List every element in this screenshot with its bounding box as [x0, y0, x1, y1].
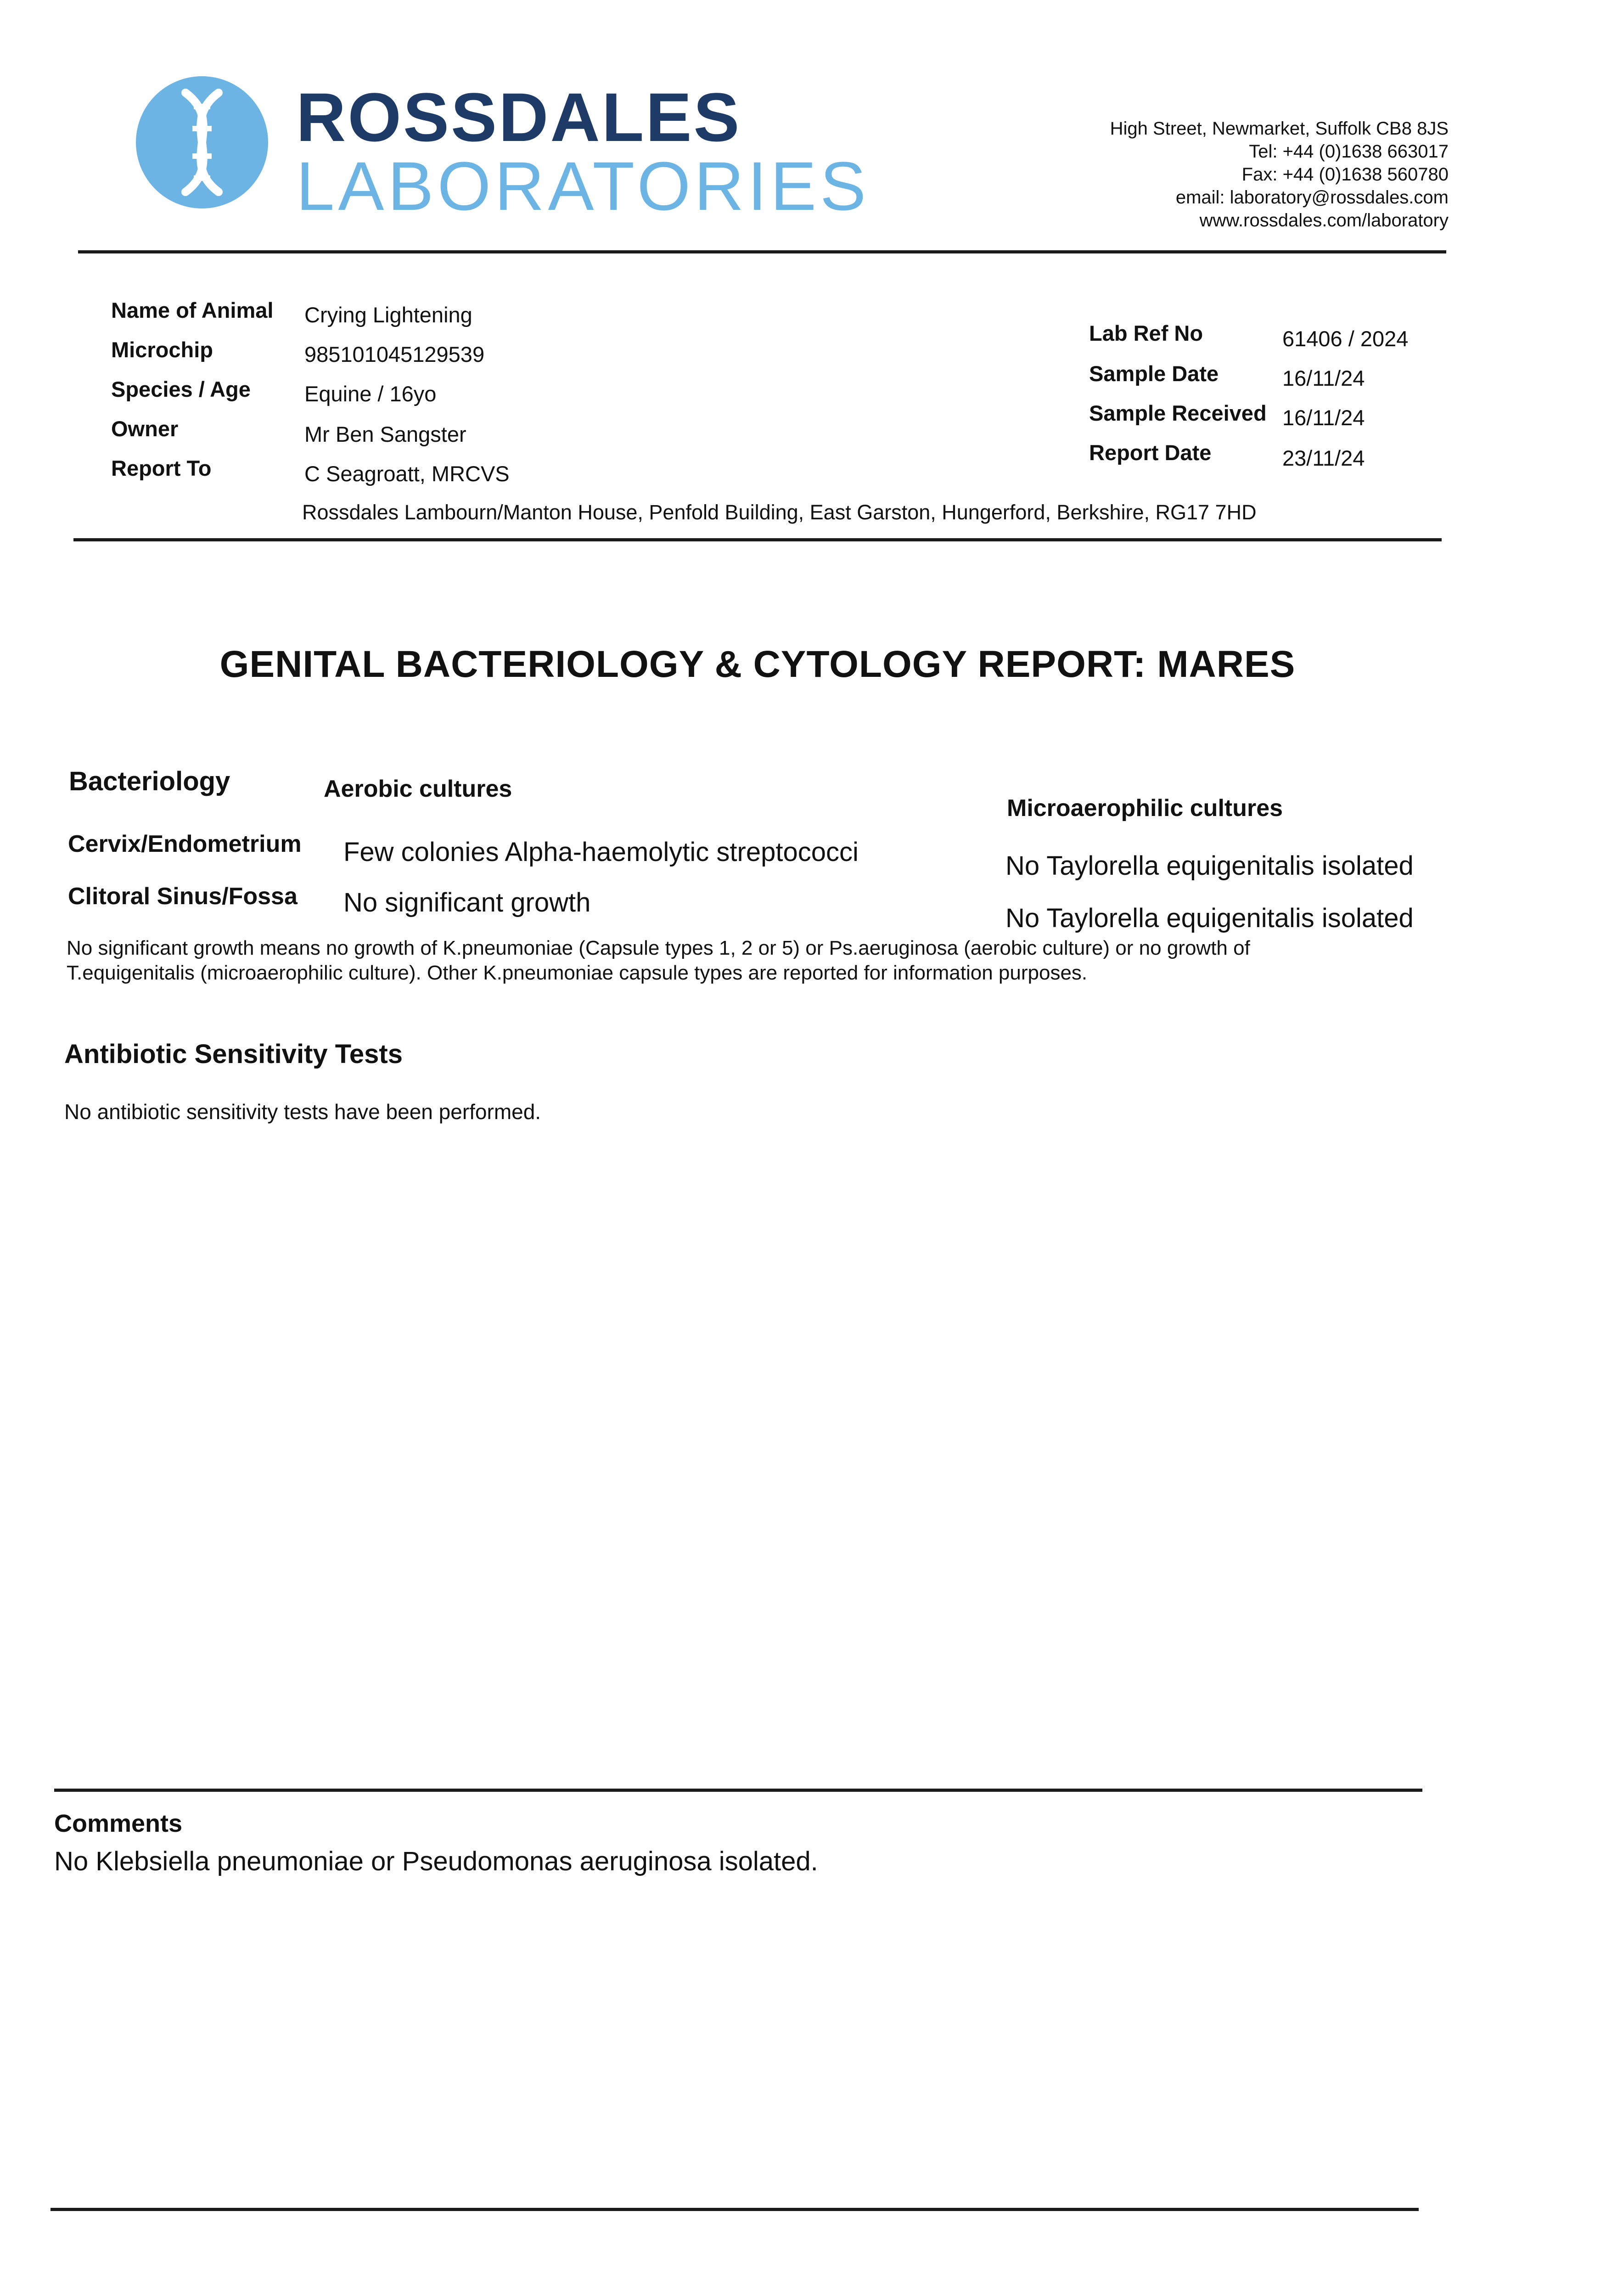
- bacteriology-heading: Bacteriology: [69, 766, 230, 796]
- species-age-value: Equine / 16yo: [304, 382, 437, 406]
- aerobic-cultures-heading: Aerobic cultures: [324, 776, 512, 802]
- address-street: High Street, Newmarket, Suffolk CB8 8JS: [1110, 118, 1449, 139]
- sample-date-value: 16/11/24: [1282, 366, 1365, 390]
- sample-date-label: Sample Date: [1089, 361, 1219, 386]
- info-divider: [73, 538, 1442, 541]
- aerobic-result-clitoral: No significant growth: [343, 888, 591, 917]
- brand-name-line2: LABORATORIES: [296, 147, 870, 225]
- address-fax: Fax: +44 (0)1638 560780: [1241, 164, 1449, 185]
- report-date-value: 23/11/24: [1282, 446, 1365, 470]
- microchip-label: Microchip: [111, 338, 213, 362]
- lab-ref-label: Lab Ref No: [1089, 321, 1203, 345]
- site-clitoral-sinus-fossa: Clitoral Sinus/Fossa: [68, 883, 298, 910]
- bacteriology-note: No significant growth means no growth of K.pneumoniae (Capsule types 1, 2 or 5) or Ps.aeruginosa (aerobic culture) or no growth of T.equigenitalis (microaerophilic culture). Other K.pneumoniae capsule types are reported for information purposes.: [67, 937, 1250, 984]
- lab-address-block: [1110, 117, 1449, 232]
- aerobic-result-cervix: Few colonies Alpha-haemolytic streptococci: [343, 837, 859, 867]
- report-to-address: Rossdales Lambourn/Manton House, Penfold Building, East Garston, Hungerford, Berkshire, RG17 7HD: [302, 501, 1257, 524]
- report-date-label: Report Date: [1089, 440, 1212, 465]
- brand-name-line1: ROSSDALES: [296, 79, 741, 156]
- address-website[interactable]: www.rossdales.com/laboratory: [1199, 210, 1449, 231]
- microchip-value: 985101045129539: [304, 342, 485, 366]
- microaerophilic-cultures-heading: Microaerophilic cultures: [1007, 795, 1283, 822]
- address-email[interactable]: email: laboratory@rossdales.com: [1175, 187, 1449, 208]
- owner-value: Mr Ben Sangster: [304, 422, 466, 446]
- report-title: GENITAL BACTERIOLOGY & CYTOLOGY REPORT: MARES: [219, 643, 1296, 685]
- lab-ref-value: 61406 / 2024: [1282, 326, 1409, 351]
- site-cervix-endometrium: Cervix/Endometrium: [68, 831, 302, 857]
- owner-label: Owner: [111, 416, 179, 441]
- comments-text: No Klebsiella pneumoniae or Pseudomonas aeruginosa isolated.: [54, 1846, 818, 1876]
- report-to-value: C Seagroatt, MRCVS: [304, 461, 510, 486]
- sample-received-value: 16/11/24: [1282, 405, 1365, 430]
- antibiotic-heading: Antibiotic Sensitivity Tests: [64, 1039, 403, 1069]
- footer-divider: [51, 2208, 1419, 2211]
- sample-received-label: Sample Received: [1089, 401, 1267, 425]
- header-divider: [78, 250, 1446, 253]
- species-age-label: Species / Age: [111, 377, 251, 401]
- microaerophilic-result-clitoral: No Taylorella equigenitalis isolated: [1005, 903, 1414, 933]
- address-tel: Tel: +44 (0)1638 663017: [1249, 141, 1449, 162]
- comments-divider: [54, 1789, 1422, 1792]
- antibiotic-text: No antibiotic sensitivity tests have been performed.: [64, 1100, 541, 1124]
- name-of-animal-label: Name of Animal: [111, 298, 274, 322]
- report-to-label: Report To: [111, 456, 212, 480]
- dna-helix-icon: [133, 73, 271, 211]
- name-of-animal-value: Crying Lightening: [304, 303, 472, 327]
- comments-heading: Comments: [54, 1810, 183, 1837]
- microaerophilic-result-cervix: No Taylorella equigenitalis isolated: [1005, 851, 1414, 881]
